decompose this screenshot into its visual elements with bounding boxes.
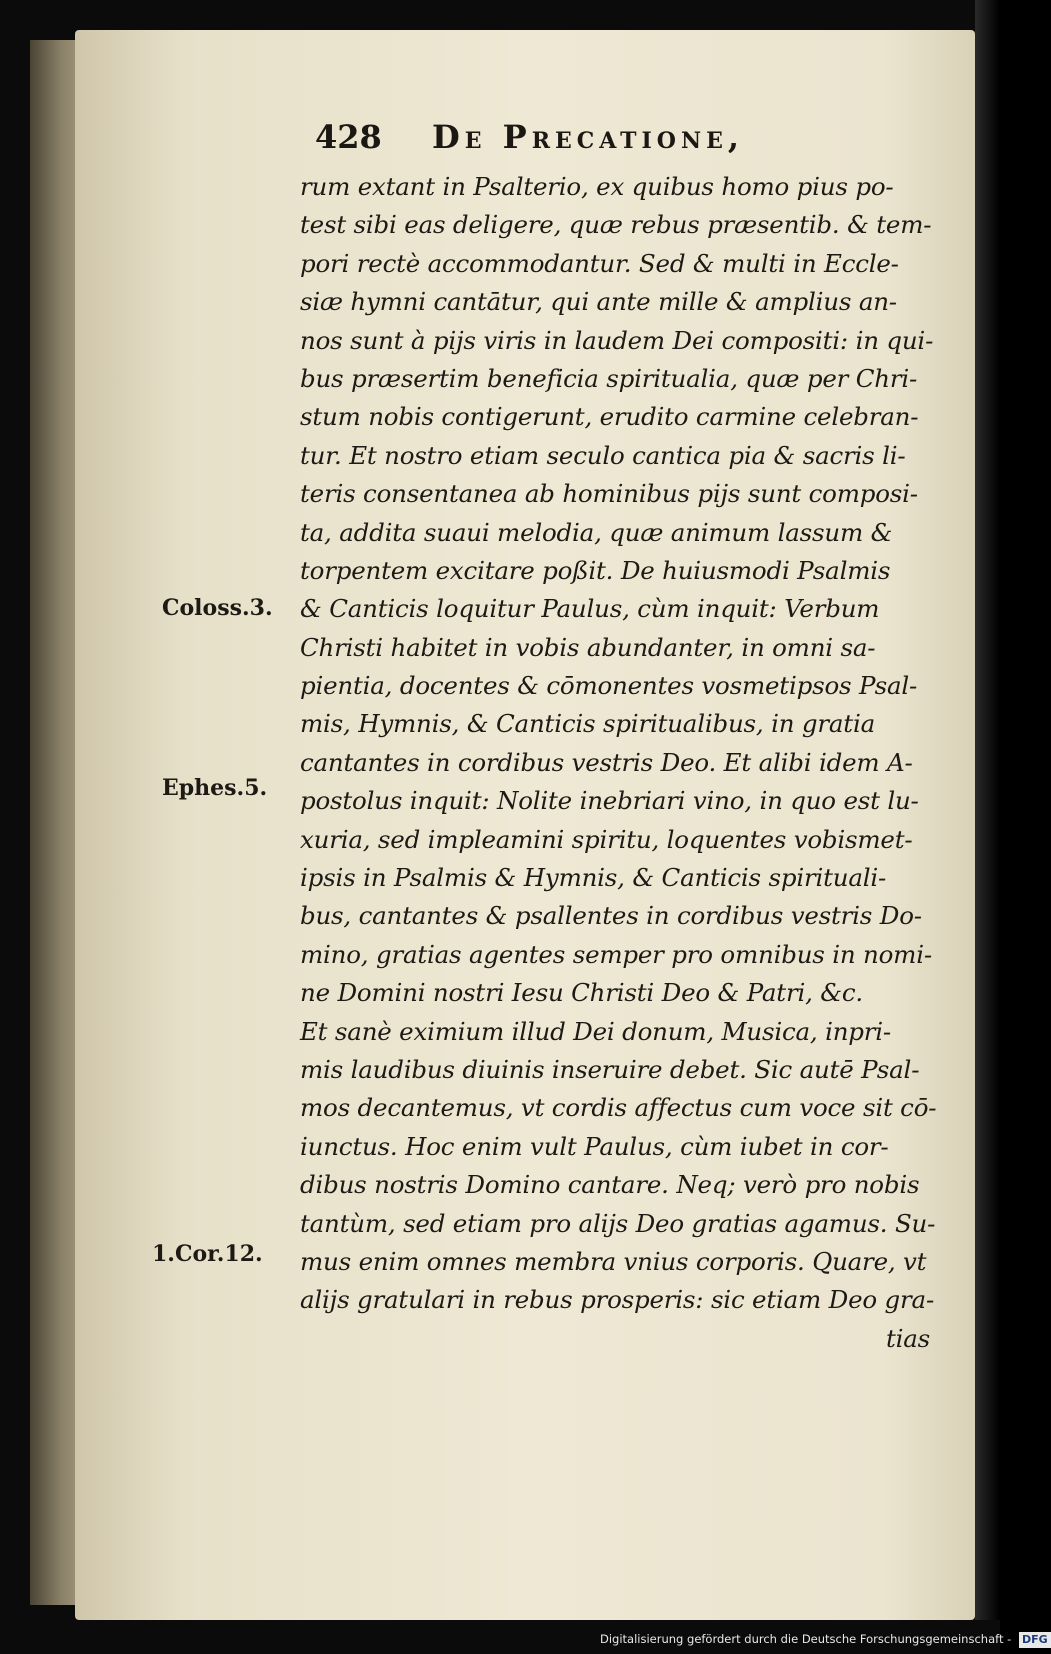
text-line: rum extant in Psalterio, ex quibus homo pius po- bbox=[300, 172, 894, 201]
body-text bbox=[300, 168, 940, 1358]
text-line: ta, addita suaui melodia, quæ animum lassum & bbox=[300, 517, 893, 547]
margin-note-cor: 1.Cor.12. bbox=[152, 1241, 263, 1267]
digitization-footer bbox=[600, 1628, 1048, 1650]
text-line: Et sanè eximium illud Dei donum, Musica, inpri- bbox=[300, 1016, 892, 1046]
dfg-logo: DFG bbox=[1019, 1632, 1051, 1648]
text-line: dibus nostris Domino cantare. Neq; verò pro nobis bbox=[300, 1170, 920, 1200]
text-line: postolus inquit: Nolite inebriari vino, in quo est lu- bbox=[300, 786, 919, 816]
text-line: tantùm, sed etiam pro alijs Deo gratias agamus. Su- bbox=[300, 1208, 936, 1238]
text-line: torpentem excitare poßit. De huiusmodi Psalmis bbox=[300, 555, 891, 585]
text-line: mus enim omnes membra vnius corporis. Quare, vt bbox=[300, 1246, 927, 1276]
text-line: mino, gratias agentes semper pro omnibus in nomi- bbox=[300, 939, 932, 969]
text-line: Christi habitet in vobis abundanter, in omni sa- bbox=[300, 632, 876, 662]
text-line: mis laudibus diuinis inseruire debet. Sic autē Psal- bbox=[300, 1054, 920, 1084]
text-line: bus, cantantes & psallentes in cordibus vestris Do- bbox=[300, 901, 922, 931]
text-line: mis, Hymnis, & Canticis spiritualibus, in gratia bbox=[300, 709, 875, 739]
text-line: mos decantemus, vt cordis affectus cum voce sit cō- bbox=[300, 1093, 937, 1123]
text-line: ipsis in Psalmis & Hymnis, & Canticis spirituali- bbox=[300, 863, 887, 893]
text-line: siæ hymni cantātur, qui ante mille & amplius an- bbox=[300, 287, 897, 317]
text-line: teris consentanea ab hominibus pijs sunt composi- bbox=[300, 479, 918, 509]
text-line: nos sunt à pijs viris in laudem Dei compositi: in qui- bbox=[300, 325, 934, 355]
text-line: tur. Et nostro etiam seculo cantica pia & sacris li- bbox=[300, 440, 906, 470]
margin-note-ephes: Ephes.5. bbox=[162, 775, 268, 801]
text-line: xuria, sed impleamini spiritu, loquentes vobismet- bbox=[300, 824, 913, 854]
page-header bbox=[315, 118, 955, 168]
margin-note-coloss: Coloss.3. bbox=[162, 595, 273, 621]
footer-text: Digitalisierung gefördert durch die Deutsche Forschungsgemeinschaft - bbox=[600, 1632, 1012, 1646]
text-line: & Canticis loquitur Paulus, cùm inquit: Verbum bbox=[300, 594, 880, 624]
text-line: cantantes in cordibus vestris Deo. Et alibi idem A- bbox=[300, 747, 913, 777]
text-line: stum nobis contigerunt, erudito carmine celebran- bbox=[300, 402, 919, 432]
text-line: pientia, docentes & cōmonentes vosmetipsos Psal- bbox=[300, 671, 918, 701]
running-head: De Precatione, bbox=[432, 118, 744, 156]
text-line: test sibi eas deligere, quæ rebus præsentib. & tem- bbox=[300, 210, 932, 240]
catchword: tias bbox=[885, 1323, 930, 1353]
page-edge-shadow bbox=[975, 0, 1000, 1620]
text-line: pori rectè accommodantur. Sed & multi in Eccle- bbox=[300, 248, 899, 278]
text-line: ne Domini nostri Iesu Christi Deo & Patri, &c. bbox=[300, 978, 863, 1008]
text-line: bus præsertim beneficia spiritualia, quæ per Chri- bbox=[300, 363, 918, 393]
text-line: alijs gratulari in rebus prosperis: sic etiam Deo gra- bbox=[300, 1285, 935, 1315]
text-line: iunctus. Hoc enim vult Paulus, cùm iubet in cor- bbox=[300, 1131, 889, 1161]
page-number: 428 bbox=[315, 118, 382, 156]
